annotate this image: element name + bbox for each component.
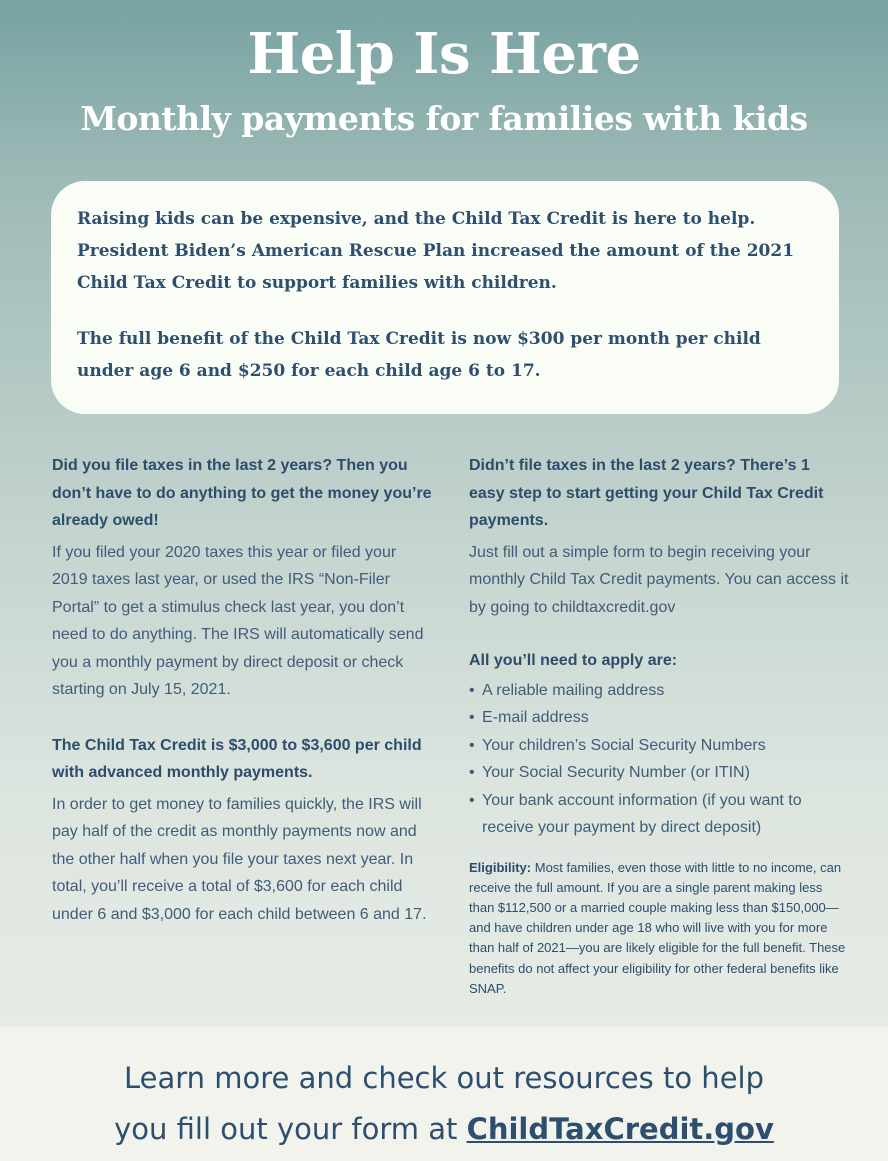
childtaxcredit-link[interactable]: ChildTaxCredit.gov [466, 1112, 774, 1146]
footer-line-2-prefix: you fill out your form at [114, 1112, 467, 1146]
list-item [469, 677, 849, 705]
filed-taxes-heading: Did you file taxes in the last 2 years? Then you don’t have to do anything to get the money you’re already owed! [52, 457, 432, 529]
not-filed-heading: Didn’t file taxes in the last 2 years? There’s 1 easy step to start getting your Child Tax Credit payments. [469, 457, 824, 529]
page-subtitle: Monthly payments for families with kids [80, 99, 808, 138]
intro-box [51, 181, 839, 414]
footer-line-1: Learn more and check out resources to help [124, 1061, 764, 1095]
list-item-label: Your children’s Social Security Numbers [482, 736, 766, 754]
eligibility-label: Eligibility: [469, 859, 532, 875]
credit-amount-body: In order to get money to families quickly, the IRS will pay half of the credit as monthly payments now and the other half when you file your taxes next year. In total, you’ll receive a total of $3,600 for each child under 6 and $3,000 for each child between 6 and 17. [52, 795, 427, 923]
page-title: Help Is Here [247, 21, 641, 87]
bullet-icon: • [469, 764, 475, 781]
bullet-icon: • [469, 791, 475, 809]
left-column [52, 452, 432, 928]
footer [0, 1027, 888, 1161]
list-item [469, 787, 849, 842]
requirements-list [469, 677, 849, 842]
bullet-icon: • [469, 736, 475, 754]
right-column [469, 452, 849, 999]
list-item-label: Your Social Security Number (or ITIN) [482, 764, 750, 781]
list-item-label: A reliable mailing address [482, 681, 665, 699]
list-item [469, 704, 849, 732]
list-item-label: Your bank account information (if you want to receive your payment by direct deposit) [482, 791, 802, 836]
eligibility-note [469, 858, 849, 999]
list-item [469, 732, 849, 760]
eligibility-text: Most families, even those with little to no income, can receive the full amount. If you are a single parent making less than $112,500 or a married couple making less than $150,000—and have children under age 18 who will live with you for more than half of 2021—you are likely eligible for the full benefit. These benefits do not affect your eligibility for other federal benefits like SNAP. [469, 859, 846, 996]
bullet-icon: • [469, 681, 475, 699]
bullet-icon: • [469, 709, 475, 726]
list-item-label: E-mail address [482, 709, 589, 726]
intro-paragraph-2: The full benefit of the Child Tax Credit is now $300 per month per child under age 6 and $250 for each child age 6 to 17. [77, 329, 761, 381]
requirements-heading: All you’ll need to apply are: [469, 652, 678, 669]
not-filed-body: Just fill out a simple form to begin receiving your monthly Child Tax Credit payments. You can access it by going to childtaxcredit.gov [469, 543, 849, 616]
footer-line-2 [0, 1104, 888, 1154]
filed-taxes-body: If you filed your 2020 taxes this year or filed your 2019 taxes last year, or used the IRS “Non-Filer Portal” to get a stimulus check last year, you don’t need to do anything. The IRS will automatically send you a monthly payment by direct deposit or check starting on July 15, 2021. [52, 543, 424, 698]
list-item [469, 759, 849, 787]
credit-amount-heading: The Child Tax Credit is $3,000 to $3,600 per child with advanced monthly payments. [52, 736, 422, 781]
intro-paragraph-1: Raising kids can be expensive, and the Child Tax Credit is here to help. President Biden’s American Rescue Plan increased the amount of the 2021 Child Tax Credit to support families with children. [77, 209, 795, 293]
